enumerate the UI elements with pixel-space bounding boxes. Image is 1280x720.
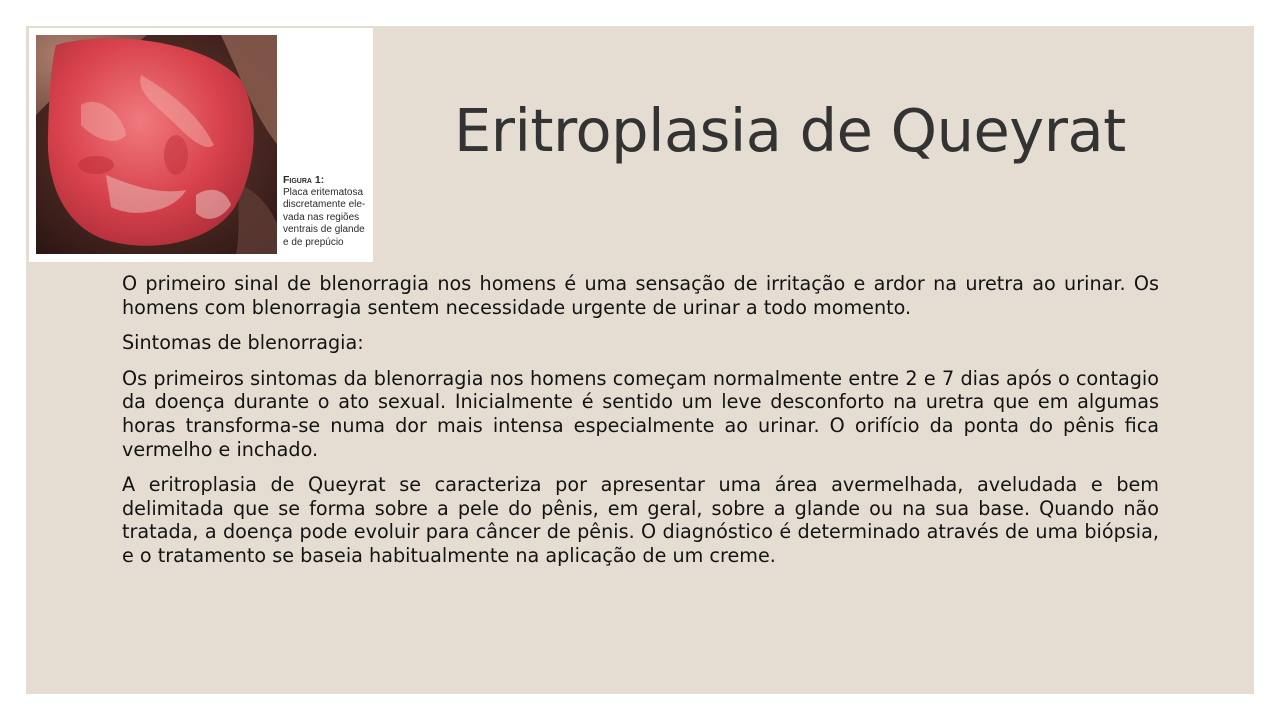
figure-caption [283,174,373,249]
slide-body [122,272,1159,580]
figure-caption-title: Figura 1: [283,174,325,186]
paragraph-intro: O primeiro sinal de blenorragia nos homens é uma sensação de irritação e ardor na uretra ao urinar. Os homens com blenorragia sentem necessidade urgente de urinar a todo momento. [122,272,1159,319]
paragraph-symptoms: Os primeiros sintomas da blenorragia nos homens começam normalmente entre 2 e 7 dias após o contagio da doença durante o ato sexual. Inicialmente é sentido um leve desconforto na uretra que em algumas horas transforma-se numa dor mais intensa especialmente ao urinar. O orifício da ponta do pênis fica vermelho e inchado. [122,366,1159,461]
slide-title: Eritroplasia de Queyrat [454,96,1126,165]
clinical-photo [36,35,277,254]
clinical-figure [29,28,373,262]
paragraph-heading-symptoms: Sintomas de blenorragia: [122,331,364,355]
paragraph-queyrat: A eritroplasia de Queyrat se caracteriza por apresentar uma área avermelhada, aveludada e bem delimitada que se forma sobre a pele do pênis, em geral, sobre a glande ou na sua base. Quando não tratada, a doença pode evoluir para câncer de pênis. O diagnóstico é determinado através de uma biópsia, e o tratamento se baseia habitualmente na aplicação de um creme. [122,473,1159,567]
figure-caption-text: Placa eritematosa discretamente ele- vada nas regiões ventrais de glande e de prepúcio [283,186,366,248]
slide [26,26,1254,694]
